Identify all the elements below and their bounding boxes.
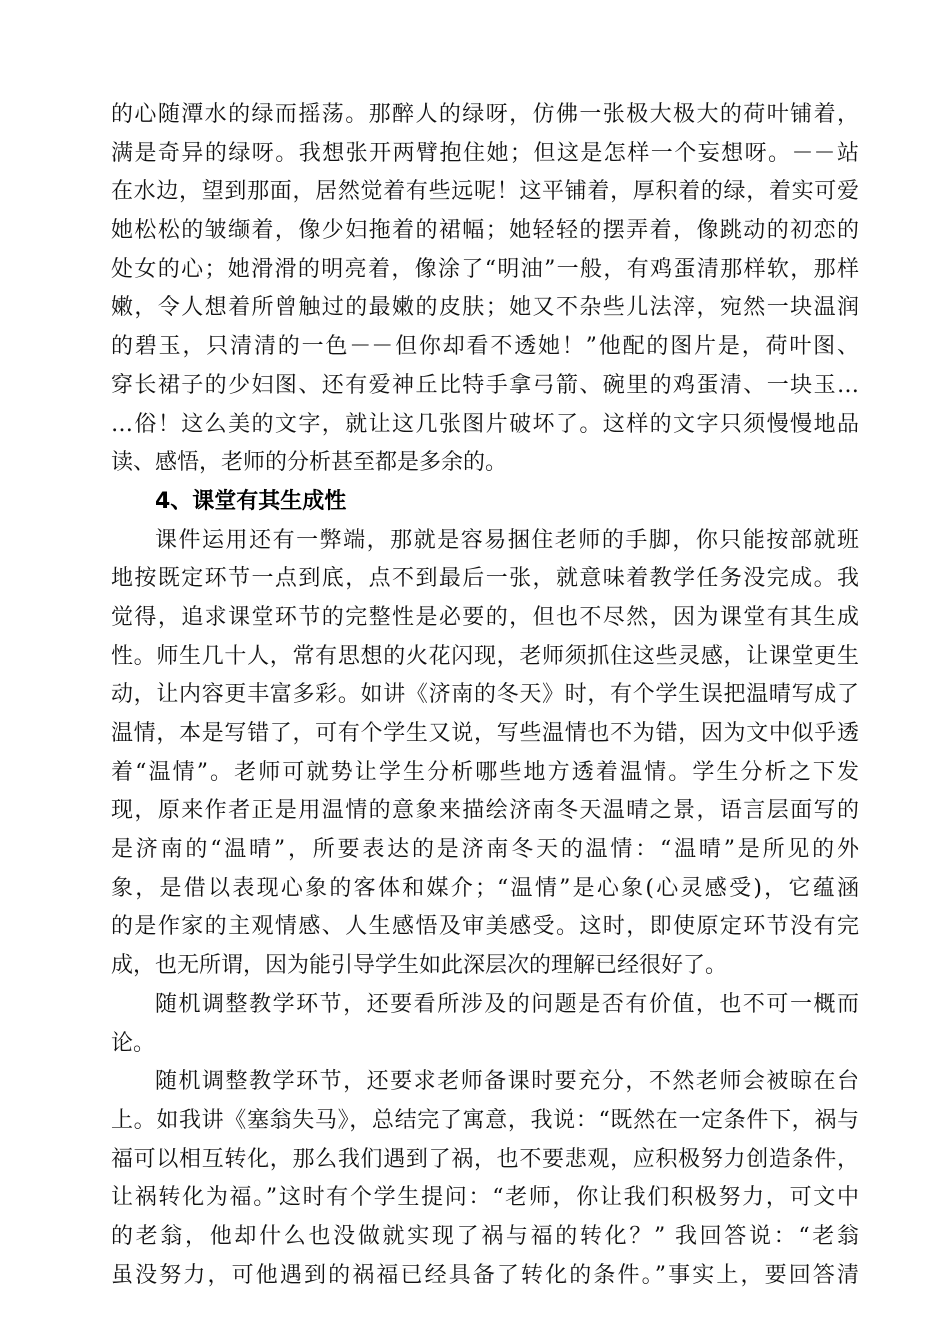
text-line: 在水边，望到那面，居然觉着有些远呢！这平铺着，厚积着的绿，着实可爱 (111, 179, 859, 205)
text-line: 课件运用还有一弊端，那就是容易捆住老师的手脚，你只能按部就班 (155, 527, 859, 553)
text-line: 虽没努力，可他遇到的祸福已经具备了转化的条件。”事实上，要回答清 (111, 1262, 859, 1288)
text-line: 地按既定环节一点到底，点不到最后一张，就意味着教学任务没完成。我 (111, 566, 859, 592)
text-line: 现，原来作者正是用温情的意象来描绘济南冬天温晴之景，语言层面写的 (111, 798, 859, 824)
text-line: 着“温情”。老师可就势让学生分析哪些地方透着温情。学生分析之下发 (111, 759, 859, 785)
text-line: 动，让内容更丰富多彩。如讲《济南的冬天》时，有个学生误把温晴写成了 (111, 682, 859, 708)
text-line: 处女的心；她滑滑的明亮着，像涂了“明油”一般，有鸡蛋清那样软，那样 (111, 256, 859, 282)
text-line: 性。师生几十人，常有思想的火花闪现，老师须抓住这些灵感，让课堂更生 (111, 643, 859, 669)
text-line: 是济南的“温晴”，所要表达的是济南冬天的温情：“温晴”是所见的外 (111, 837, 859, 863)
text-line: 她松松的皱缬着，像少妇拖着的裙幅；她轻轻的摆弄着，像跳动的初恋的 (111, 218, 859, 244)
text-line: 嫩，令人想着所曾触过的最嫩的皮肤；她又不杂些儿法滓，宛然一块温润 (111, 295, 859, 321)
text-line: 的碧玉，只清清的一色－－但你却看不透她！”他配的图片是，荷叶图、 (111, 334, 859, 360)
text-line: 的是作家的主观情感、人生感悟及审美感受。这时，即使原定环节没有完 (111, 914, 859, 940)
text-line: 读、感悟，老师的分析甚至都是多余的。 (111, 450, 508, 476)
text-line: 温情，本是写错了，可有个学生又说，写些温情也不为错，因为文中似乎透 (111, 721, 859, 746)
text-line: 觉得，追求课堂环节的完整性是必要的，但也不尽然，因为课堂有其生成 (111, 604, 859, 630)
text-line: 满是奇异的绿呀。我想张开两臂抱住她；但这是怎样一个妄想呀。－－站 (111, 140, 859, 166)
section-heading: 4、课堂有其生成性 (155, 488, 347, 514)
text-line: 成，也无所谓，因为能引导学生如此深层次的理解已经很好了。 (111, 953, 728, 979)
text-line: …俗！这么美的文字，就让这几张图片破坏了。这样的文字只须慢慢地品 (111, 411, 859, 437)
text-line: 穿长裙子的少妇图、还有爱神丘比特手拿弓箭、碗里的鸡蛋清、一块玉… (111, 372, 859, 398)
paragraph-1 (111, 96, 859, 483)
text-line: 上。如我讲《塞翁失马》，总结完了寓意，我说：“既然在一定条件下，祸与 (111, 1107, 859, 1133)
text-line: 随机调整教学环节，还要求老师备课时要充分，不然老师会被晾在台 (155, 1069, 859, 1095)
text-line: 让祸转化为福。”这时有个学生提问：“老师，你让我们积极努力，可文中 (111, 1185, 859, 1211)
paragraph-4 (111, 1063, 859, 1295)
document-page (111, 96, 859, 1295)
text-line: 的心随潭水的绿而摇荡。那醉人的绿呀，仿佛一张极大极大的荷叶铺着， (111, 102, 859, 127)
text-line: 论。 (111, 1030, 156, 1056)
paragraph-2 (111, 522, 859, 986)
text-line: 随机调整教学环节，还要看所涉及的问题是否有价值，也不可一概而 (155, 991, 859, 1017)
paragraph-3 (111, 986, 859, 1063)
text-line: 的老翁，他却什么也没做就实现了祸与福的转化？” 我回答说：“老翁 (111, 1223, 859, 1249)
text-line: 福可以相互转化，那么我们遇到了祸，也不要悲观，应积极努力创造条件， (111, 1146, 859, 1172)
text-line: 象，是借以表现心象的客体和媒介；“温情”是心象(心灵感受)，它蕴涵 (111, 875, 859, 901)
